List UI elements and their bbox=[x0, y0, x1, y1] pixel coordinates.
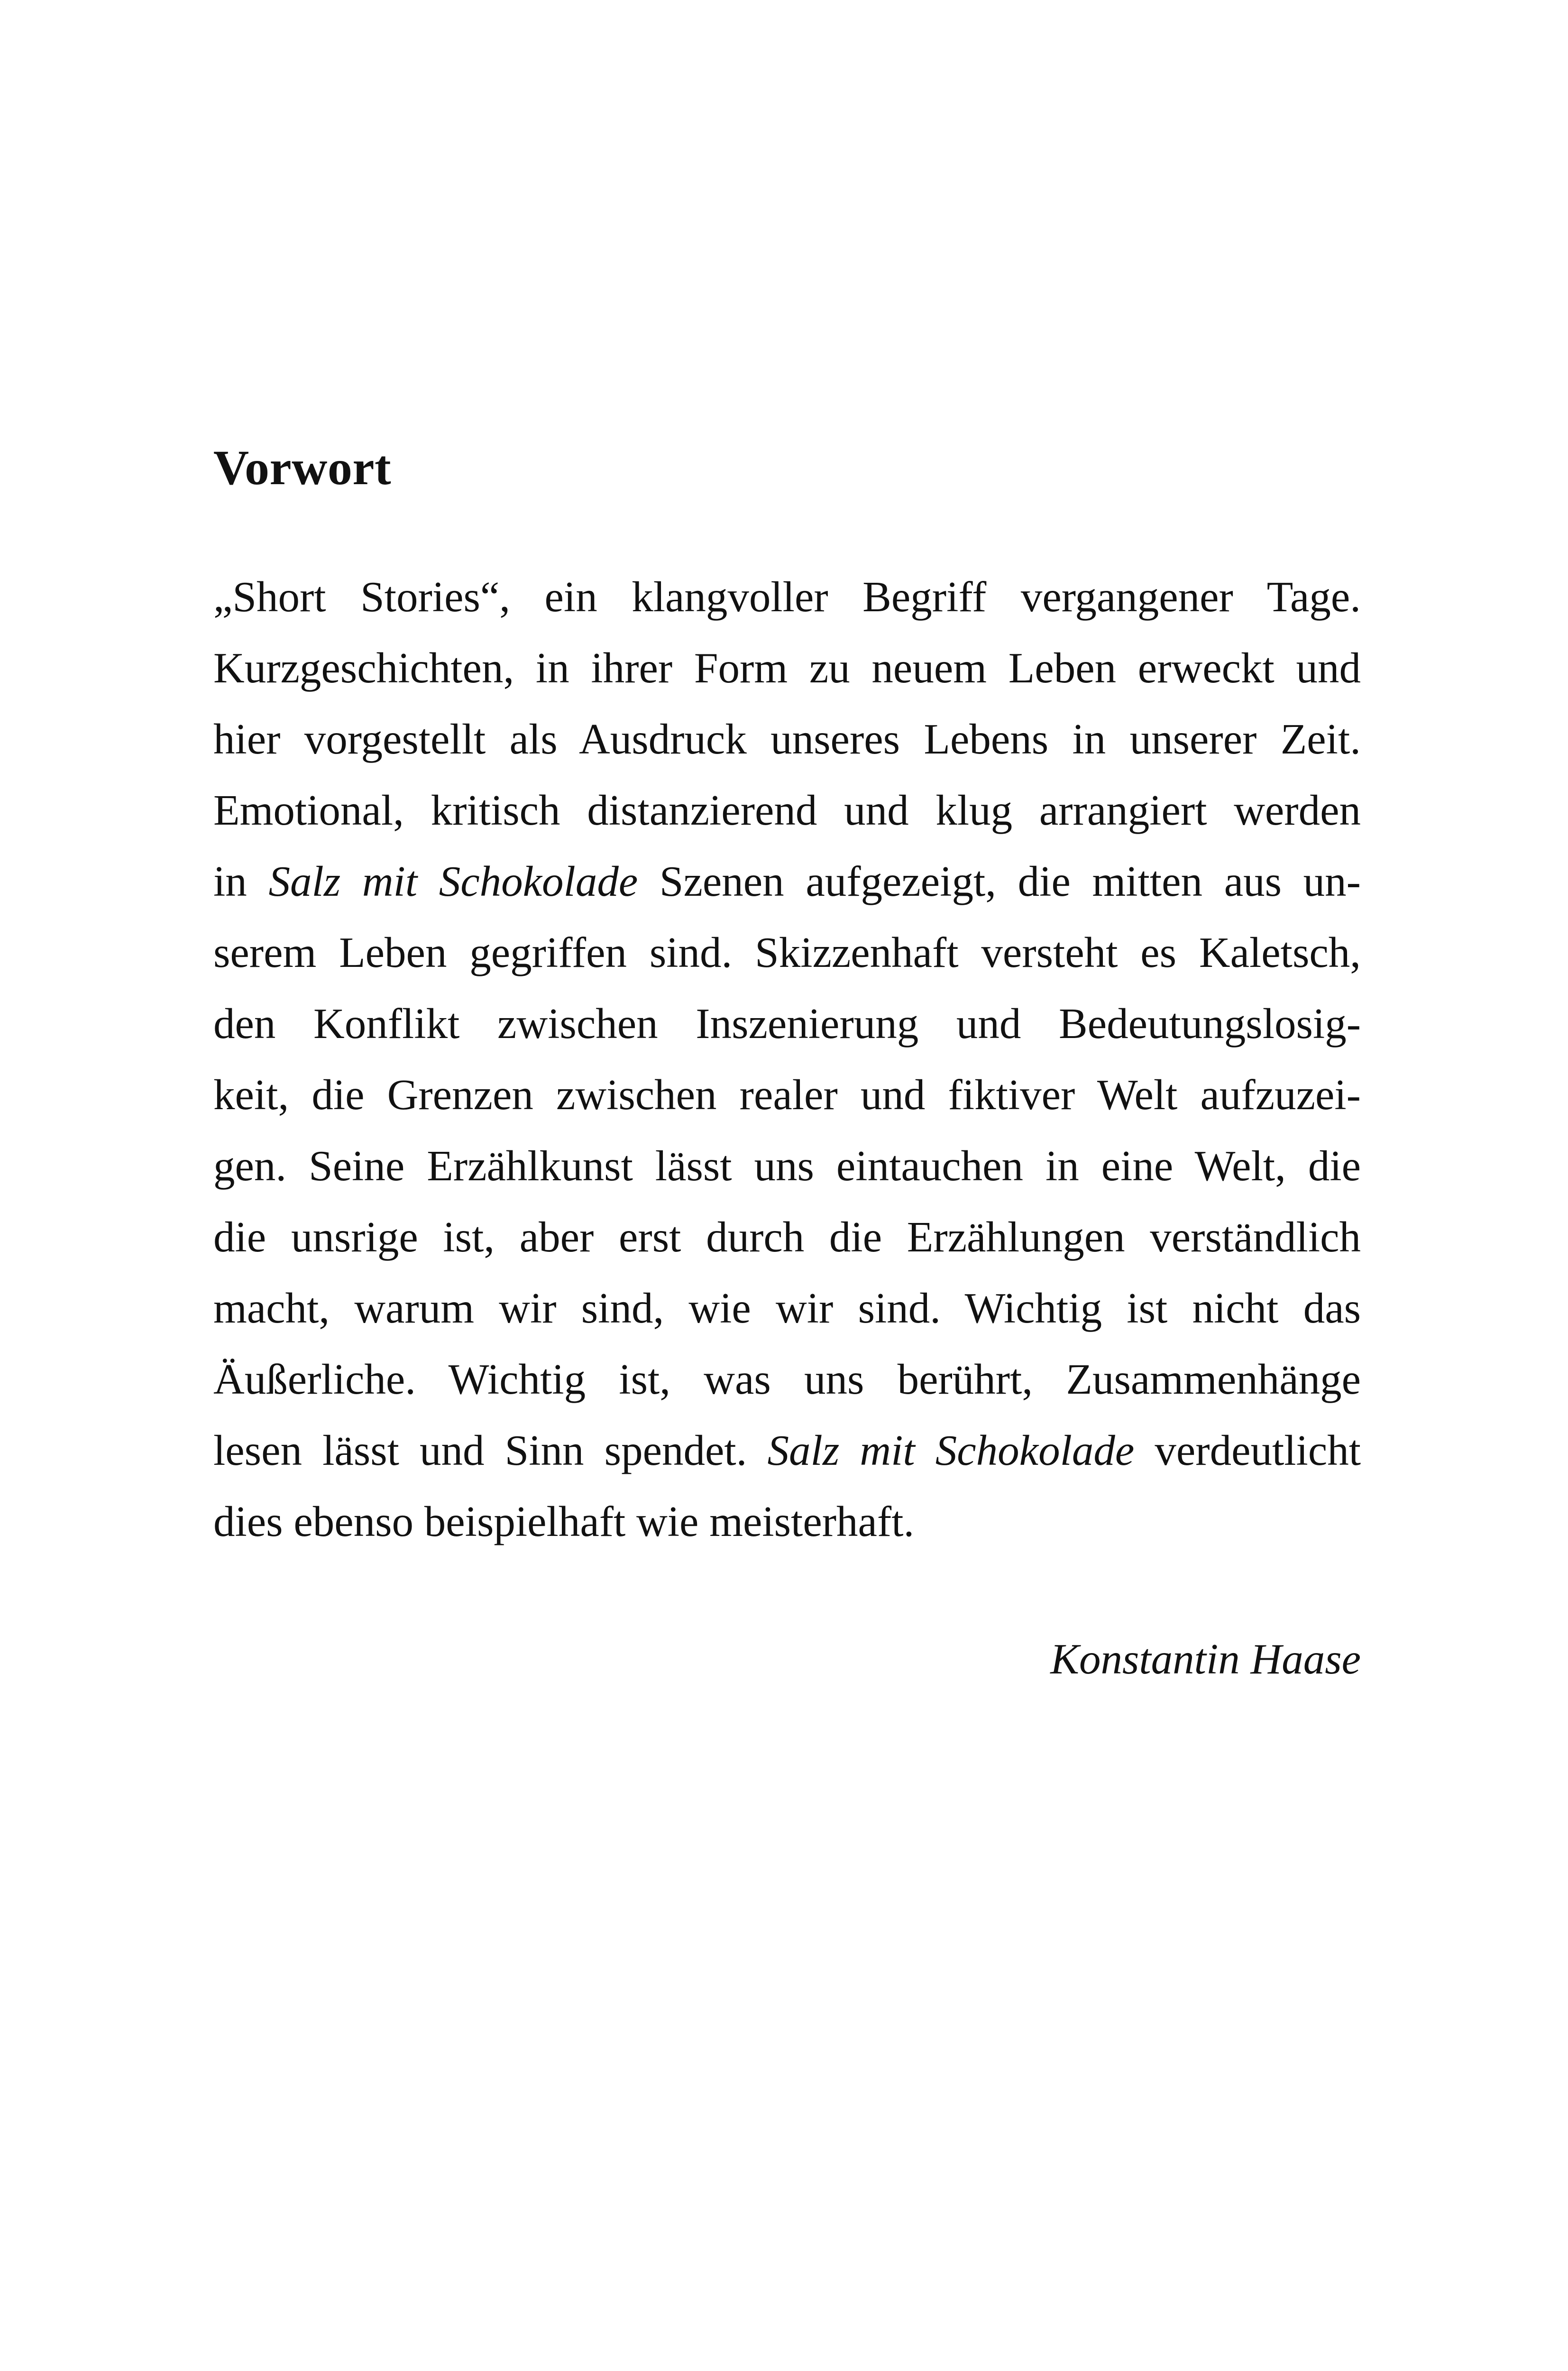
text-segment: Äußerliche. Wichtig ist, was uns berührt, Zusammenhänge bbox=[213, 1355, 1361, 1403]
chapter-heading: Vorwort bbox=[213, 441, 392, 495]
text-line bbox=[213, 704, 1361, 775]
text-line bbox=[213, 1273, 1361, 1344]
book-title-italic: Salz mit Schokolade bbox=[268, 857, 638, 905]
text-line bbox=[213, 917, 1361, 988]
text-segment: Szenen aufgezeigt, die mitten aus un- bbox=[638, 857, 1361, 905]
text-segment: hier vorgestellt als Ausdruck unseres Lebens in unserer Zeit. bbox=[213, 715, 1361, 763]
text-line bbox=[213, 1486, 1361, 1557]
text-segment: Emotional, kritisch distanzierend und klug arrangiert werden bbox=[213, 786, 1361, 834]
text-line bbox=[213, 633, 1361, 704]
text-segment: lesen lässt und Sinn spendet. bbox=[213, 1426, 768, 1474]
author-signature: Konstantin Haase bbox=[1050, 1635, 1361, 1683]
text-line bbox=[213, 1415, 1361, 1486]
text-segment: dies ebenso beispielhaft wie meisterhaft. bbox=[213, 1498, 915, 1545]
text-line bbox=[213, 846, 1361, 917]
text-segment: in bbox=[213, 857, 269, 905]
text-segment: macht, warum wir sind, wie wir sind. Wichtig ist nicht das bbox=[213, 1284, 1361, 1332]
text-line bbox=[213, 1202, 1361, 1273]
text-segment: verdeutlicht bbox=[1134, 1426, 1361, 1474]
text-segment: die unsrige ist, aber erst durch die Erzählungen verständlich bbox=[213, 1213, 1361, 1261]
preface-body bbox=[213, 561, 1361, 1557]
text-line bbox=[213, 1059, 1361, 1130]
text-line bbox=[213, 988, 1361, 1059]
text-segment: „Short Stories“, ein klangvoller Begriff vergangener Tage. bbox=[213, 573, 1361, 621]
text-segment: den Konflikt zwischen Inszenierung und Bedeutungslosig- bbox=[213, 1000, 1361, 1048]
book-title-italic: Salz mit Schokolade bbox=[767, 1426, 1135, 1474]
text-line bbox=[213, 1130, 1361, 1202]
text-segment: serem Leben gegriffen sind. Skizzenhaft versteht es Kaletsch, bbox=[213, 928, 1361, 976]
text-segment: keit, die Grenzen zwischen realer und fiktiver Welt aufzuzei- bbox=[213, 1071, 1361, 1119]
text-line bbox=[213, 1344, 1361, 1415]
text-line bbox=[213, 775, 1361, 846]
text-line bbox=[213, 561, 1361, 633]
text-segment: gen. Seine Erzählkunst lässt uns eintauchen in eine Welt, die bbox=[213, 1142, 1361, 1190]
text-segment: Kurzgeschichten, in ihrer Form zu neuem Leben erweckt und bbox=[213, 644, 1361, 692]
